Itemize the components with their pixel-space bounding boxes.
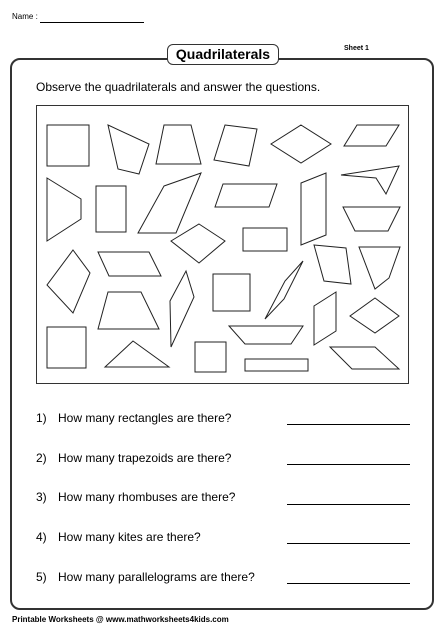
name-label: Name :	[12, 12, 38, 21]
quadrilateral-shape	[341, 166, 399, 194]
quadrilateral-shape	[245, 359, 308, 371]
quadrilateral-shape	[343, 207, 400, 231]
quadrilateral-shape	[105, 341, 169, 367]
quadrilateral-shape	[243, 228, 287, 251]
quadrilateral-shape	[156, 125, 201, 164]
question-number: 5)	[36, 570, 47, 584]
quadrilateral-shape	[47, 250, 90, 313]
quadrilateral-shape	[215, 184, 277, 207]
answer-line-3[interactable]	[287, 504, 410, 505]
quadrilateral-shape	[98, 292, 159, 329]
question-text: How many trapezoids are there?	[58, 451, 232, 465]
question-text: How many rhombuses are there?	[58, 490, 236, 504]
quadrilateral-shape	[138, 173, 201, 233]
answer-line-4[interactable]	[287, 543, 410, 544]
quadrilateral-shape	[271, 125, 331, 163]
question-number: 3)	[36, 490, 47, 504]
quadrilateral-shape	[214, 125, 257, 166]
question-4	[36, 530, 201, 544]
question-text: How many rectangles are there?	[58, 411, 232, 425]
question-1	[36, 411, 231, 425]
answer-line-1[interactable]	[287, 424, 410, 425]
quadrilateral-shape	[98, 252, 161, 276]
answer-line-5[interactable]	[287, 583, 410, 584]
quadrilateral-shape	[359, 247, 400, 289]
sheet-number: Sheet 1	[344, 45, 369, 52]
footer-credit: Printable Worksheets @ www.mathworksheets4kids.com	[12, 615, 229, 624]
name-field-line[interactable]	[40, 22, 144, 23]
quadrilateral-shape	[314, 292, 336, 345]
question-text: How many kites are there?	[58, 530, 201, 544]
quadrilateral-shape	[314, 245, 351, 284]
quadrilateral-shape	[108, 125, 149, 174]
quadrilateral-shape	[344, 125, 399, 146]
instruction-text: Observe the quadrilaterals and answer the questions.	[36, 80, 321, 94]
quadrilateral-shape	[195, 342, 226, 372]
question-2	[36, 451, 231, 465]
quadrilateral-shape	[47, 125, 89, 166]
quadrilateral-shape	[213, 274, 250, 311]
question-number: 4)	[36, 530, 47, 544]
shapes-panel	[36, 105, 409, 384]
quadrilateral-shape	[171, 224, 225, 263]
question-number: 1)	[36, 411, 47, 425]
quadrilateral-shape	[47, 178, 81, 241]
quadrilateral-shape	[330, 347, 399, 369]
quadrilaterals-figure	[37, 106, 410, 385]
quadrilateral-shape	[301, 173, 326, 245]
quadrilateral-shape	[229, 326, 303, 344]
question-number: 2)	[36, 451, 47, 465]
quadrilateral-shape	[350, 298, 399, 333]
worksheet-title: Quadrilaterals	[167, 44, 279, 65]
question-5	[36, 570, 255, 584]
quadrilateral-shape	[265, 261, 303, 319]
quadrilateral-shape	[47, 327, 86, 368]
question-3	[36, 490, 235, 504]
quadrilateral-shape	[170, 271, 194, 347]
question-text: How many parallelograms are there?	[58, 570, 255, 584]
answer-line-2[interactable]	[287, 464, 410, 465]
quadrilateral-shape	[96, 186, 126, 232]
